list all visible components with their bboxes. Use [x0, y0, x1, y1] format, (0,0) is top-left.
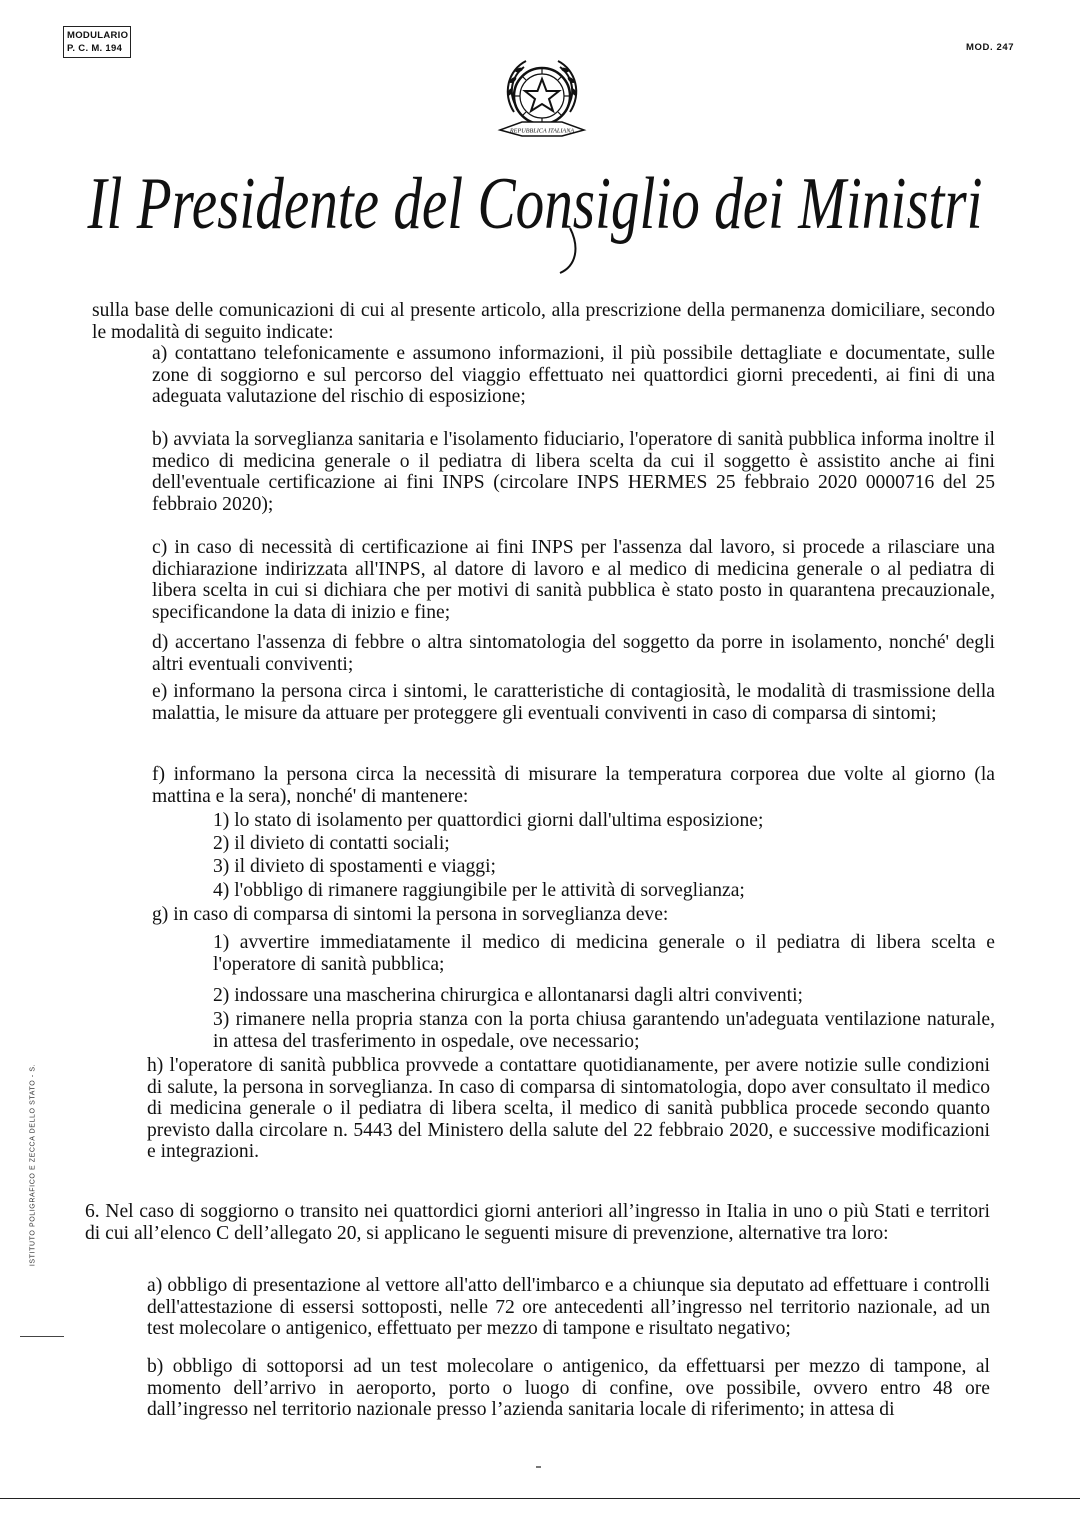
item-c: c) in caso di necessità di certificazione ai fini INPS per l'assenza dal lavoro, si procede a rilasciare una dichiarazione indirizzata all'INPS, al datore di lavoro e al medico di medicina generale o al pediatra di libera scelta in cui si dichiara che per motivi di sanità pubblica è stato posto in quarantena precauzionale, specificandone la data di inizio e fine;: [152, 537, 995, 623]
printer-side-note-text: ISTITUTO POLIGRAFICO E ZECCA DELLO STATO - S.: [29, 1063, 37, 1267]
form-label-box: [63, 26, 131, 58]
item-f4: 4) l'obbligo di rimanere raggiungibile per le attività di sorveglianza;: [213, 880, 745, 901]
item-g1: 1) avvertire immediatamente il medico di medicina generale o il pediatra di libera scelta e l'operatore di sanità pubblica;: [213, 932, 995, 975]
section-6-item-b: b) obbligo di sottoporsi ad un test molecolare o antigenico, da effettuarsi per mezzo di tampone, al momento dell’arrivo in aeroporto, porto o luogo di confine, ove possibile, ovvero entro 48 ore dall’ingresso nel territorio nazionale presso l’azienda sanitaria locale di riferimento; in attesa di: [147, 1356, 990, 1421]
item-g: g) in caso di comparsa di sintomi la persona in sorveglianza deve:: [152, 904, 669, 925]
intro-paragraph: sulla base delle comunicazioni di cui al presente articolo, alla prescrizione della permanenza domiciliare, secondo le modalità di seguito indicate:: [92, 300, 995, 343]
margin-rule: [20, 1336, 64, 1337]
republic-emblem-icon: [492, 52, 592, 152]
form-code: MOD. 247: [966, 42, 1015, 53]
emblem-ribbon-text: REPUBBLICA ITALIANA: [509, 127, 575, 135]
item-f: f) informano la persona circa la necessità di misurare la temperatura corporea due volte al giorno (la mattina e la sera), nonché' di mantenere:: [152, 764, 995, 807]
item-b: b) avviata la sorveglianza sanitaria e l'isolamento fiduciario, l'operatore di sanità pubblica informa inoltre il medico di medicina generale o il pediatra di libera scelta da cui il soggetto è assistito anche ai fini dell'eventuale certificazione ai fini INPS (circolare INPS HERMES 25 febbraio 2020 0000716 del 25 febbraio 2020);: [152, 429, 995, 515]
office-title-heading: [80, 148, 990, 278]
item-d: d) accertano l'assenza di febbre o altra sintomatologia del soggetto da porre in isolamento, nonché' degli altri eventuali conviventi;: [152, 632, 995, 675]
section-6-item-a: a) obbligo di presentazione al vettore all'atto dell'imbarco e a chiunque sia deputato ad effettuare i controlli dell'attestazione di essersi sottoposti, nelle 72 ore antecedenti all’ingresso nel territorio nazionale, ad un test molecolare o antigenico, effettuato per mezzo di tampone e risultato negativo;: [147, 1275, 990, 1340]
form-label-line2: P. C. M. 194: [67, 43, 123, 54]
page-bottom-rule: [0, 1498, 1080, 1499]
form-label-line1: MODULARIO: [67, 30, 129, 41]
item-e: e) informano la persona circa i sintomi, le caratteristiche di contagiosità, le modalità di trasmissione della malattia, le misure da attuare per proteggere gli eventuali conviventi in caso di comparsa di sintomi;: [152, 681, 995, 724]
section-6-paragraph: 6. Nel caso di soggiorno o transito nei quattordici giorni anteriori all’ingresso in Italia in uno o più Stati e territori di cui all’elenco C dell’allegato 20, si applicano le seguenti misure di prevenzione, alternative tra loro:: [85, 1201, 990, 1244]
item-a: a) contattano telefonicamente e assumono informazioni, il più possibile dettagliate e documentate, sulle zone di soggiorno e sul percorso del viaggio effettuato nei quattordici giorni precedenti, ai fini di una adeguata valutazione del rischio di esposizione;: [152, 343, 995, 408]
item-f1: 1) lo stato di isolamento per quattordici giorni dall'ultima esposizione;: [213, 810, 764, 831]
scan-speck: [536, 1466, 541, 1468]
item-g2: 2) indossare una mascherina chirurgica e allontanarsi dagli altri conviventi;: [213, 985, 803, 1006]
item-h: h) l'operatore di sanità pubblica provvede a contattare quotidianamente, per avere notizie sulle condizioni di salute, la persona in sorveglianza. In caso di comparsa di sintomatologia, dopo aver consultato il medico di medicina generale o il pediatra di libera scelta, il medico di sanità pubblica procede secondo quanto previsto dalla circolare n. 5443 del Ministero della salute del 22 febbraio 2020, e successive modificazioni e integrazioni.: [147, 1055, 990, 1163]
item-f2: 2) il divieto di contatti sociali;: [213, 833, 450, 854]
printer-side-note: [12, 1050, 54, 1280]
office-title: Il Presidente del Consiglio dei Ministri: [86, 163, 983, 245]
item-g3: 3) rimanere nella propria stanza con la porta chiusa garantendo un'adeguata ventilazione naturale, in attesa del trasferimento in ospedale, ove necessario;: [213, 1009, 995, 1052]
item-f3: 3) il divieto di spostamenti e viaggi;: [213, 856, 496, 877]
